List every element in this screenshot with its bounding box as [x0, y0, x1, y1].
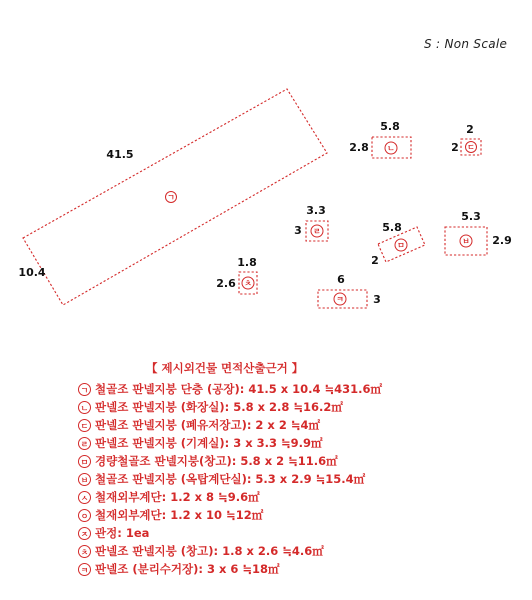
- legend-item: [78, 416, 498, 434]
- building-b-mark: ㄴ: [387, 144, 395, 153]
- legend-text: 관정: 1ea: [95, 526, 150, 540]
- legend-title: 【 제시외건물 면적산출근거 】: [146, 361, 304, 375]
- legend-mark: ㄱ: [78, 383, 91, 396]
- legend-mark: ㅋ: [78, 563, 91, 576]
- legend-mark: ㅊ: [78, 545, 91, 558]
- building-b: [349, 120, 411, 158]
- legend-item: [78, 398, 498, 416]
- building-f-width: 2.9: [492, 234, 512, 247]
- building-d-width: 3: [294, 224, 302, 237]
- legend-mark: ㄹ: [78, 437, 91, 450]
- legend-text: 판넬조 (분리수거장): 3 x 6 ≒18㎡: [95, 562, 280, 576]
- building-e-length: 5.8: [382, 221, 402, 234]
- legend-mark: ㄴ: [78, 401, 91, 414]
- building-h-mark: ㅋ: [336, 295, 344, 304]
- legend-text: 경량철골조 판넬지붕(창고): 5.8 x 2 ≒11.6㎡: [95, 454, 338, 468]
- building-c-width: 2: [451, 141, 459, 154]
- building-e: [371, 221, 425, 267]
- legend-mark: ㅂ: [78, 473, 91, 486]
- legend-item: [78, 452, 498, 470]
- building-e-width: 2: [371, 254, 379, 267]
- building-g-width: 2.6: [216, 277, 236, 290]
- building-c-length: 2: [466, 123, 474, 136]
- legend-text: 판넬조 판넬지붕 (폐유저장고): 2 x 2 ≒4㎡: [95, 418, 320, 432]
- building-b-length: 5.8: [380, 120, 400, 133]
- building-a-length: 41.5: [106, 148, 134, 161]
- building-g-length: 1.8: [237, 256, 257, 269]
- legend-item: [78, 524, 498, 542]
- building-d: [294, 204, 328, 241]
- legend-item: [78, 542, 498, 560]
- legend-item: [78, 488, 498, 506]
- building-h: [318, 273, 381, 308]
- building-f-mark: ㅂ: [462, 237, 470, 246]
- legend-item: [78, 470, 498, 488]
- legend-item: [78, 434, 498, 452]
- building-d-length: 3.3: [306, 204, 326, 217]
- legend-text: 철재외부계단: 1.2 x 10 ≒12㎡: [95, 508, 264, 522]
- building-g: [216, 256, 257, 294]
- building-a: [18, 89, 327, 305]
- building-d-mark: ㄹ: [313, 227, 321, 236]
- legend-item: [78, 560, 498, 578]
- area-legend: [78, 360, 498, 578]
- building-a-width: 10.4: [18, 266, 46, 279]
- scale-note: S : Non Scale: [424, 37, 508, 51]
- legend-text: 판넬조 판넬지붕 (화장실): 5.8 x 2.8 ≒16.2㎡: [95, 400, 343, 414]
- legend-text: 판넬조 판넬지붕 (창고): 1.8 x 2.6 ≒4.6㎡: [95, 544, 324, 558]
- legend-mark: ㅈ: [78, 527, 91, 540]
- building-h-length: 6: [337, 273, 345, 286]
- building-c-mark: ㄷ: [467, 143, 475, 152]
- legend-text: 철골조 판넬지붕 (옥탑계단실): 5.3 x 2.9 ≒15.4㎡: [95, 472, 366, 486]
- legend-mark: ㅇ: [78, 509, 91, 522]
- legend-text: 판넬조 판넬지붕 (기계실): 3 x 3.3 ≒9.9㎡: [95, 436, 323, 450]
- building-c: [451, 123, 481, 155]
- building-f-length: 5.3: [461, 210, 481, 223]
- legend-mark: ㅅ: [78, 491, 91, 504]
- building-b-width: 2.8: [349, 141, 369, 154]
- building-a-mark: ㄱ: [167, 193, 175, 202]
- legend-item: [78, 380, 498, 398]
- legend-item: [78, 506, 498, 524]
- building-e-mark: ㅁ: [397, 241, 405, 250]
- legend-mark: ㄷ: [78, 419, 91, 432]
- legend-mark: ㅁ: [78, 455, 91, 468]
- legend-text: 철재외부계단: 1.2 x 8 ≒9.6㎡: [95, 490, 260, 504]
- building-g-mark: ㅊ: [244, 279, 252, 288]
- building-f: [445, 210, 512, 255]
- building-h-width: 3: [373, 293, 381, 306]
- legend-text: 철골조 판넬지붕 단층 (공장): 41.5 x 10.4 ≒431.6㎡: [95, 382, 383, 396]
